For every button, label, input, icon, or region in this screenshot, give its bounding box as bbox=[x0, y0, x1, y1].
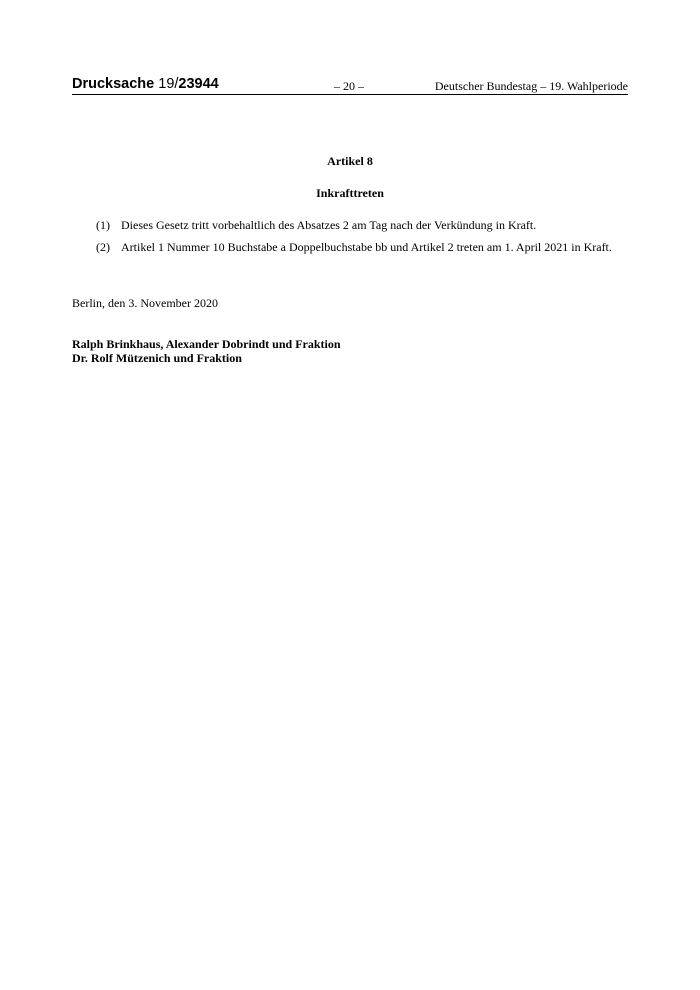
doc-number-prefix: 19/ bbox=[158, 76, 179, 92]
signatories bbox=[72, 337, 341, 365]
page-header bbox=[72, 76, 628, 95]
signer-line: Ralph Brinkhaus, Alexander Dobrindt und Fraktion bbox=[72, 337, 341, 351]
paragraph-1 bbox=[96, 218, 636, 232]
doc-number: 23944 bbox=[178, 76, 219, 92]
paragraph-text: Dieses Gesetz tritt vorbehaltlich des Absatzes 2 am Tag nach der Verkündung in Kraft. bbox=[121, 218, 537, 232]
institution-label: Deutscher Bundestag – 19. Wahlperiode bbox=[434, 79, 628, 93]
signer-line: Dr. Rolf Mützenich und Fraktion bbox=[72, 351, 242, 365]
paragraph-number: (2) bbox=[96, 240, 110, 254]
document-id bbox=[72, 76, 219, 92]
paragraph-text: Artikel 1 Nummer 10 Buchstabe a Doppelbuchstabe bb und Artikel 2 treten am 1. April 2021 in Kraft. bbox=[121, 240, 612, 254]
paragraph-2 bbox=[96, 240, 636, 254]
doc-label: Drucksache bbox=[72, 76, 155, 92]
page-number: – 20 – bbox=[334, 79, 364, 93]
place-date: Berlin, den 3. November 2020 bbox=[72, 296, 218, 310]
article-title: Inkrafttreten bbox=[316, 186, 384, 200]
article-number: Artikel 8 bbox=[327, 154, 373, 168]
paragraph-number: (1) bbox=[96, 218, 110, 232]
